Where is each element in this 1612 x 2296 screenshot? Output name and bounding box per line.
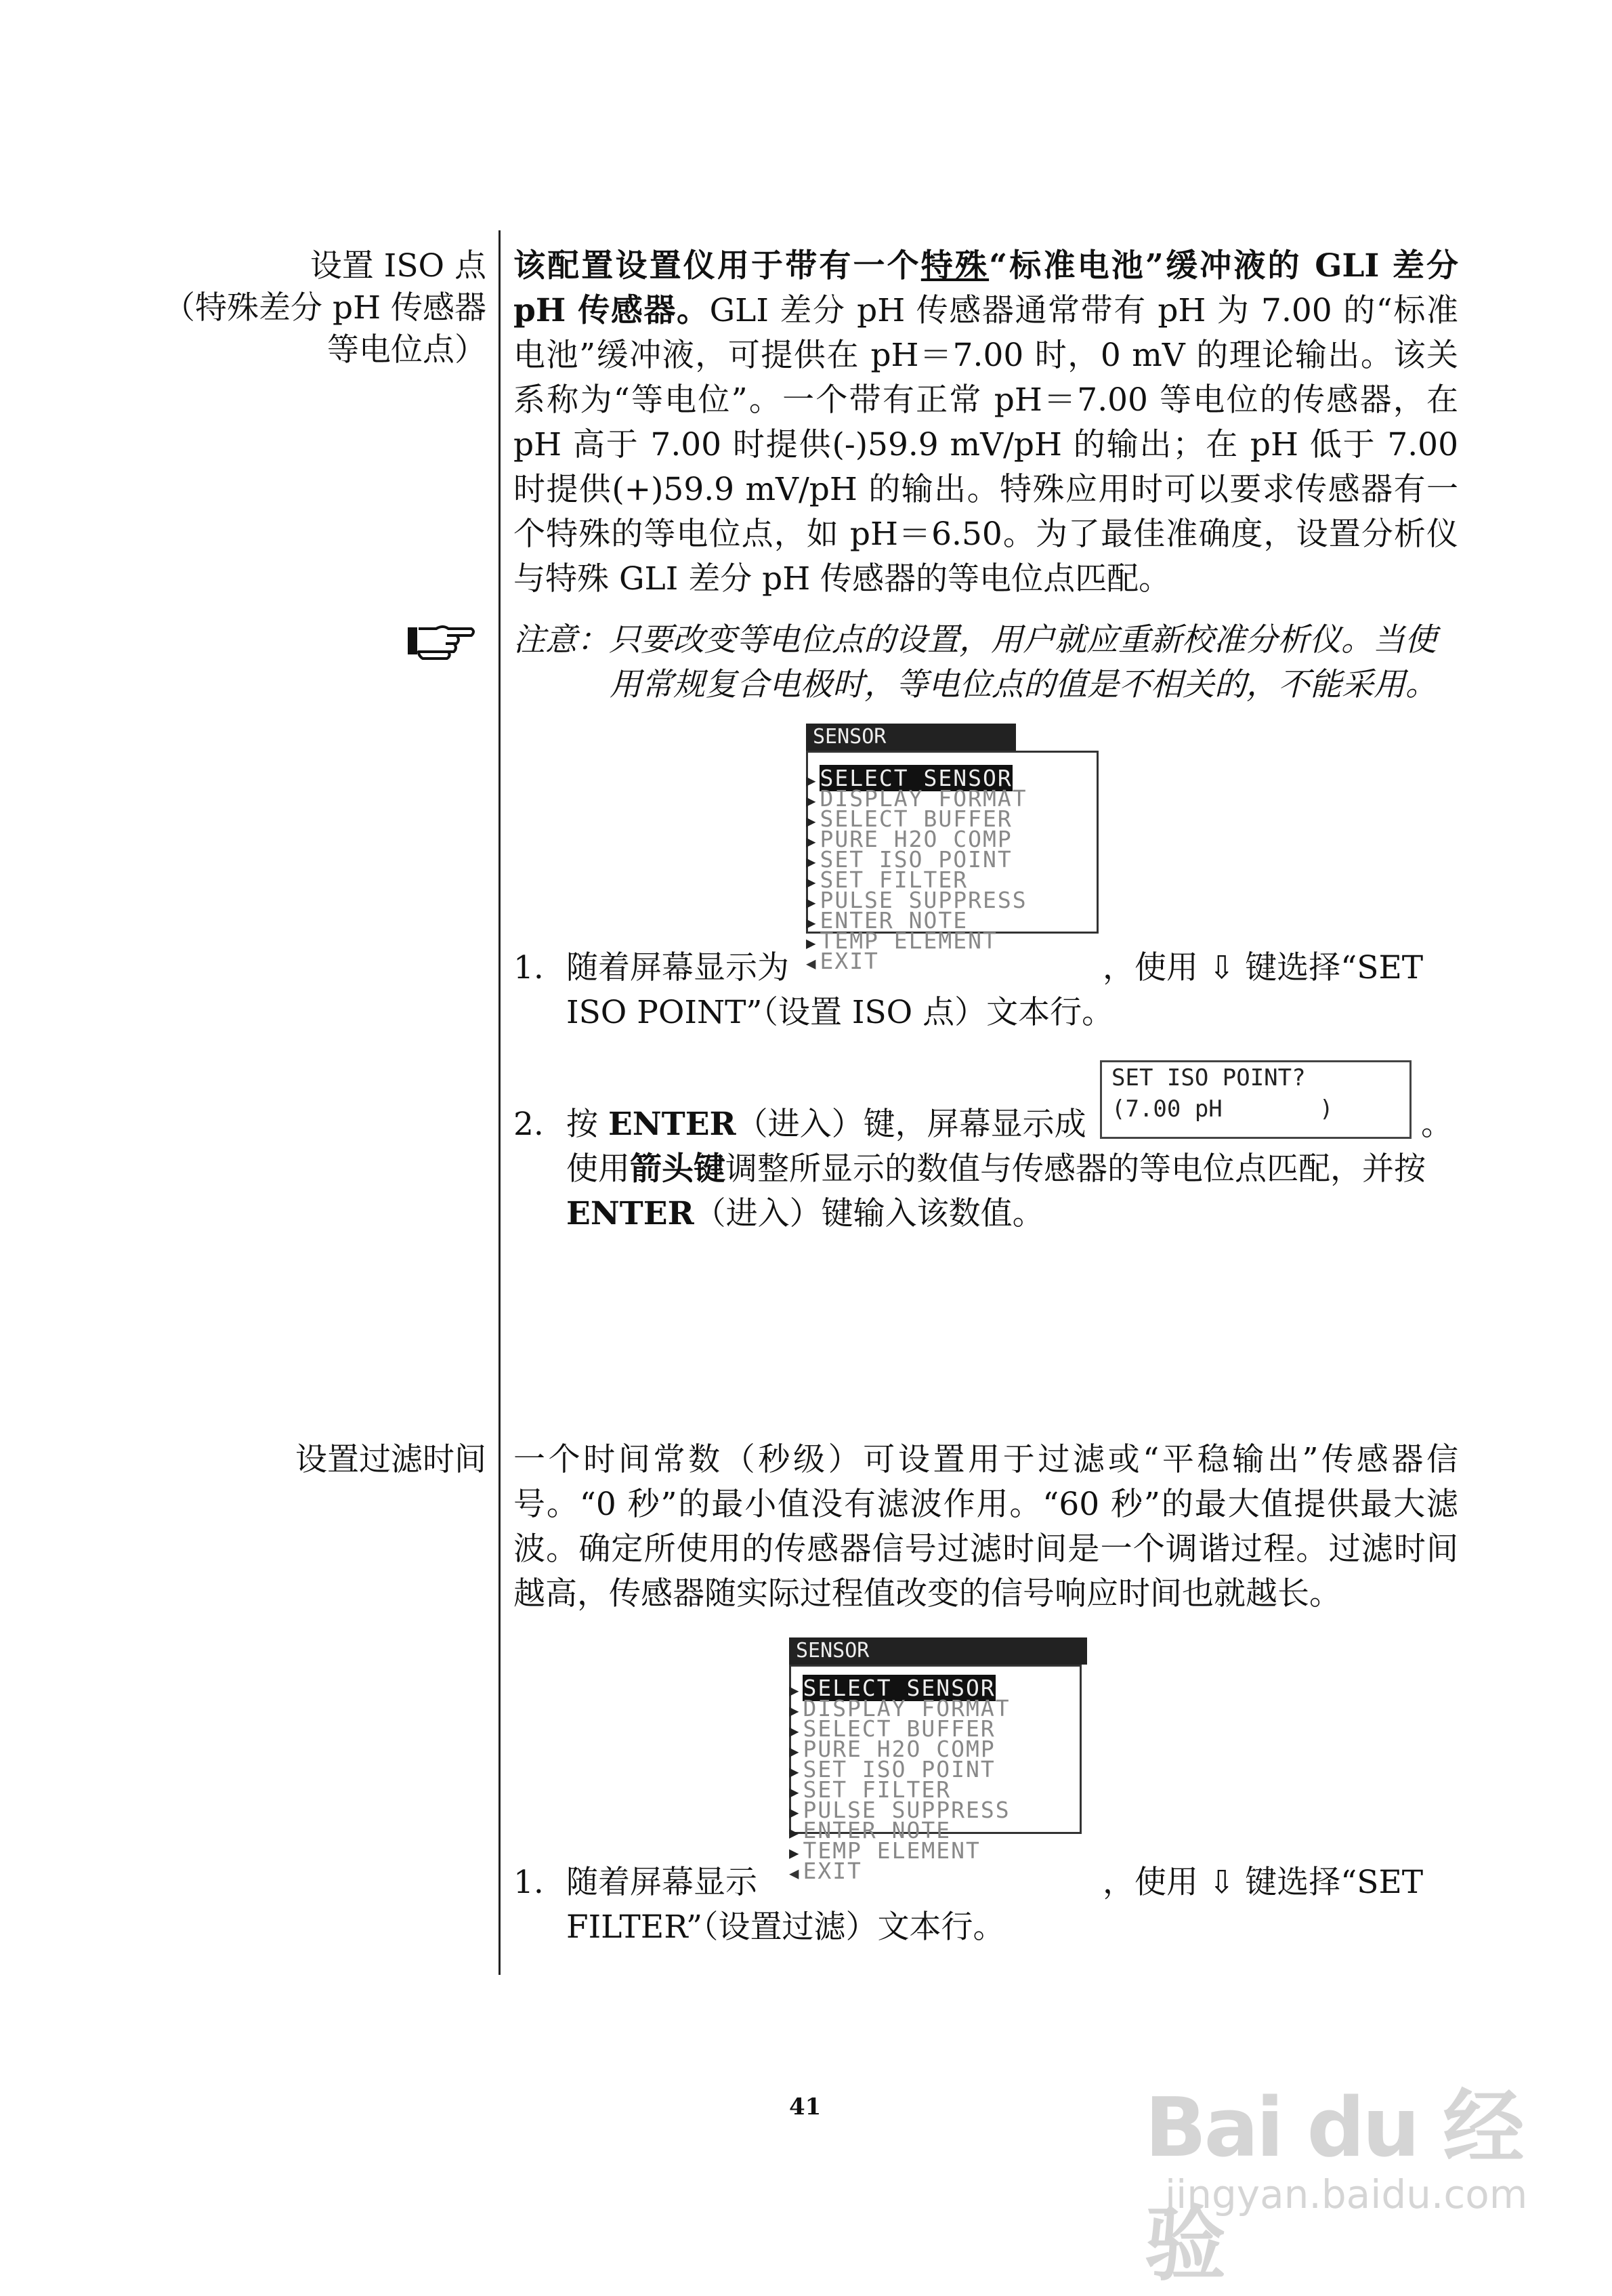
filter-step-1-text-c: FILTER”（设置过滤）文本行。 bbox=[566, 1908, 1005, 1946]
menu2-item-set-filter[interactable]: ▶ SET FILTER bbox=[789, 1776, 952, 1803]
iso-step-1-text-c: ISO POINT”（设置 ISO 点）文本行。 bbox=[566, 994, 1114, 1031]
sensor-menu-screen-2 bbox=[789, 1637, 1087, 1895]
iso-step-2-line-2 bbox=[566, 1147, 1426, 1192]
iso-step-2-enter-key: ENTER bbox=[566, 1195, 694, 1232]
sensor-menu-title: SENSOR bbox=[806, 724, 1016, 751]
column-divider bbox=[499, 230, 501, 1975]
filter-paragraph bbox=[513, 1438, 1458, 1616]
filter-step-1-line-1 bbox=[513, 1860, 757, 1905]
iso-step-2-text-b: （进入）键，屏幕显示成 bbox=[736, 1106, 1086, 1143]
iso-para-run-1: 特殊 bbox=[920, 247, 990, 285]
baidu-watermark bbox=[1145, 2056, 1528, 2292]
iso-step-2-text-c: 。 bbox=[1421, 1106, 1453, 1143]
filter-side-label: 设置过滤时间 bbox=[295, 1441, 486, 1478]
sensor-menu-title-2: SENSOR bbox=[789, 1637, 1087, 1665]
menu-item-select-sensor[interactable]: ▶ SELECT SENSOR bbox=[806, 765, 1013, 791]
menu2-item-select-sensor[interactable]: ▶ SELECT SENSOR bbox=[789, 1675, 996, 1701]
iso-step-1-text-a: 随着屏幕显示为 bbox=[566, 949, 789, 986]
iso-screen-line-2: (7.00 pH ) bbox=[1111, 1095, 1334, 1123]
iso-step-2-text-a: 按 bbox=[566, 1106, 598, 1143]
iso-para-run-0: 该配置设置仪用于带有一个 bbox=[513, 247, 921, 285]
iso-step-2-text-d2: 调整所显示的数值与传感器的等电位点匹配，并按 bbox=[725, 1150, 1426, 1188]
watermark-logo-text: Bai du 经验 bbox=[1145, 2081, 1522, 2292]
iso-para-run-3: GLI bbox=[1315, 247, 1380, 285]
iso-step-2-text-d1: 使用 bbox=[566, 1150, 630, 1188]
menu2-item-enter-note[interactable]: ▶ ENTER NOTE bbox=[789, 1817, 952, 1843]
iso-step-2-text-e: （进入）键输入该数值。 bbox=[694, 1195, 1044, 1232]
iso-side-line-3: 等电位点） bbox=[327, 331, 486, 369]
page-number: 41 bbox=[789, 2093, 822, 2121]
note-line-2: 用常规复合电极时，等电位点的值是不相关的，不能采用。 bbox=[610, 666, 1437, 703]
iso-step-1-text-b: ，使用 ⇩ 键选择“SET bbox=[1103, 949, 1424, 986]
iso-step-2-line-3 bbox=[566, 1192, 1044, 1236]
filter-step-1-text-a: 随着屏幕显示 bbox=[566, 1864, 757, 1901]
iso-para-run-6: 传感器。 bbox=[566, 292, 710, 329]
menu2-item-set-iso-point[interactable]: ▶ SET ISO POINT bbox=[789, 1756, 996, 1782]
menu2-item-display-format[interactable]: ▶ DISPLAY FORMAT bbox=[789, 1695, 1011, 1721]
menu-item-enter-note[interactable]: ▶ ENTER NOTE bbox=[806, 907, 969, 934]
filter-paragraph-text: 一个时间常数（秒级）可设置用于过滤或“平稳输出”传感器信号。“0 秒”的最小值没有滤波作用。“60 秒”的最大值提供最大滤波。确定所使用的传感器信号过滤时间是一个调谐过程。过滤时间越高，传感器随实际过程值改变的信号响应时间也就越长。 bbox=[513, 1441, 1458, 1612]
iso-screen-line-1: SET ISO POINT? bbox=[1111, 1064, 1306, 1091]
iso-paragraph bbox=[513, 244, 1458, 602]
pointing-hand-icon bbox=[406, 622, 477, 664]
filter-step-1-text-b: ，使用 ⇩ 键选择“SET bbox=[1103, 1864, 1424, 1901]
iso-side-line-2: （特殊差分 pH 传感器 bbox=[163, 289, 486, 327]
menu2-item-exit[interactable]: ◀ EXIT bbox=[789, 1858, 862, 1884]
menu-item-pulse-suppress[interactable]: ▶ PULSE SUPPRESS bbox=[806, 887, 1027, 913]
iso-para-run-2: “标准电池”缓冲液的 bbox=[989, 247, 1315, 285]
menu-item-exit[interactable]: ◀ EXIT bbox=[806, 948, 879, 974]
iso-side-line-1: 设置 ISO 点 bbox=[310, 247, 486, 285]
iso-para-run-4: 差分 bbox=[1379, 247, 1459, 285]
menu-item-pure-h2o-comp[interactable]: ▶ PURE H2O COMP bbox=[806, 826, 1013, 852]
menu2-item-pure-h2o-comp[interactable]: ▶ PURE H2O COMP bbox=[789, 1736, 996, 1762]
menu-item-temp-element[interactable]: ▶ TEMP ELEMENT bbox=[806, 927, 998, 954]
watermark-url: jingyan.baidu.com bbox=[1165, 2171, 1528, 2217]
menu2-item-select-buffer[interactable]: ▶ SELECT BUFFER bbox=[789, 1715, 996, 1742]
iso-step-1-number: 1. bbox=[513, 949, 544, 986]
note-line-1: 注意：只要改变等电位点的设置，用户就应重新校准分析仪。当使 bbox=[513, 621, 1437, 659]
iso-step-2-line-1 bbox=[513, 1102, 1086, 1147]
menu-item-set-iso-point[interactable]: ▶ SET ISO POINT bbox=[806, 846, 1013, 873]
sensor-menu-screen-1 bbox=[806, 724, 1104, 981]
menu2-item-pulse-suppress[interactable]: ▶ PULSE SUPPRESS bbox=[789, 1797, 1011, 1823]
iso-side-label bbox=[163, 245, 486, 371]
iso-step-1-line-1 bbox=[513, 946, 789, 990]
menu2-item-temp-element[interactable]: ▶ TEMP ELEMENT bbox=[789, 1837, 981, 1864]
iso-step-2-key: ENTER bbox=[608, 1106, 736, 1143]
menu-item-select-buffer[interactable]: ▶ SELECT BUFFER bbox=[806, 806, 1013, 832]
note-block bbox=[513, 618, 1458, 707]
filter-step-1-number: 1. bbox=[513, 1864, 544, 1901]
set-iso-point-screen bbox=[1100, 1060, 1412, 1139]
iso-step-2-arrow-keys: 箭头键 bbox=[630, 1150, 725, 1188]
menu-item-set-filter[interactable]: ▶ SET FILTER bbox=[806, 867, 969, 893]
iso-para-run-7: GLI 差分 pH 传感器通常带有 pH 为 7.00 的“标准电池”缓冲液，可提供在 pH＝7.00 时，0 mV 的理论输出。该关系称为“等电位”。一个带有正常 pH＝7.00 等电位的传感器，在 pH 高于 7.00 时提供(-)59.9 mV/pH 的输出；在 pH 低于 7.00 时提供(+)59.9 mV/pH 的输出。特殊应用时可以要求传感器有一个特殊的等电位点，如 pH＝6.50。为了最佳准确度，设置分析仪与特殊 GLI 差分 pH 传感器的等电位点匹配。 bbox=[513, 292, 1458, 598]
iso-step-2-number: 2. bbox=[513, 1106, 544, 1143]
iso-para-run-5: pH bbox=[513, 292, 566, 329]
menu-item-display-format[interactable]: ▶ DISPLAY FORMAT bbox=[806, 785, 1027, 812]
